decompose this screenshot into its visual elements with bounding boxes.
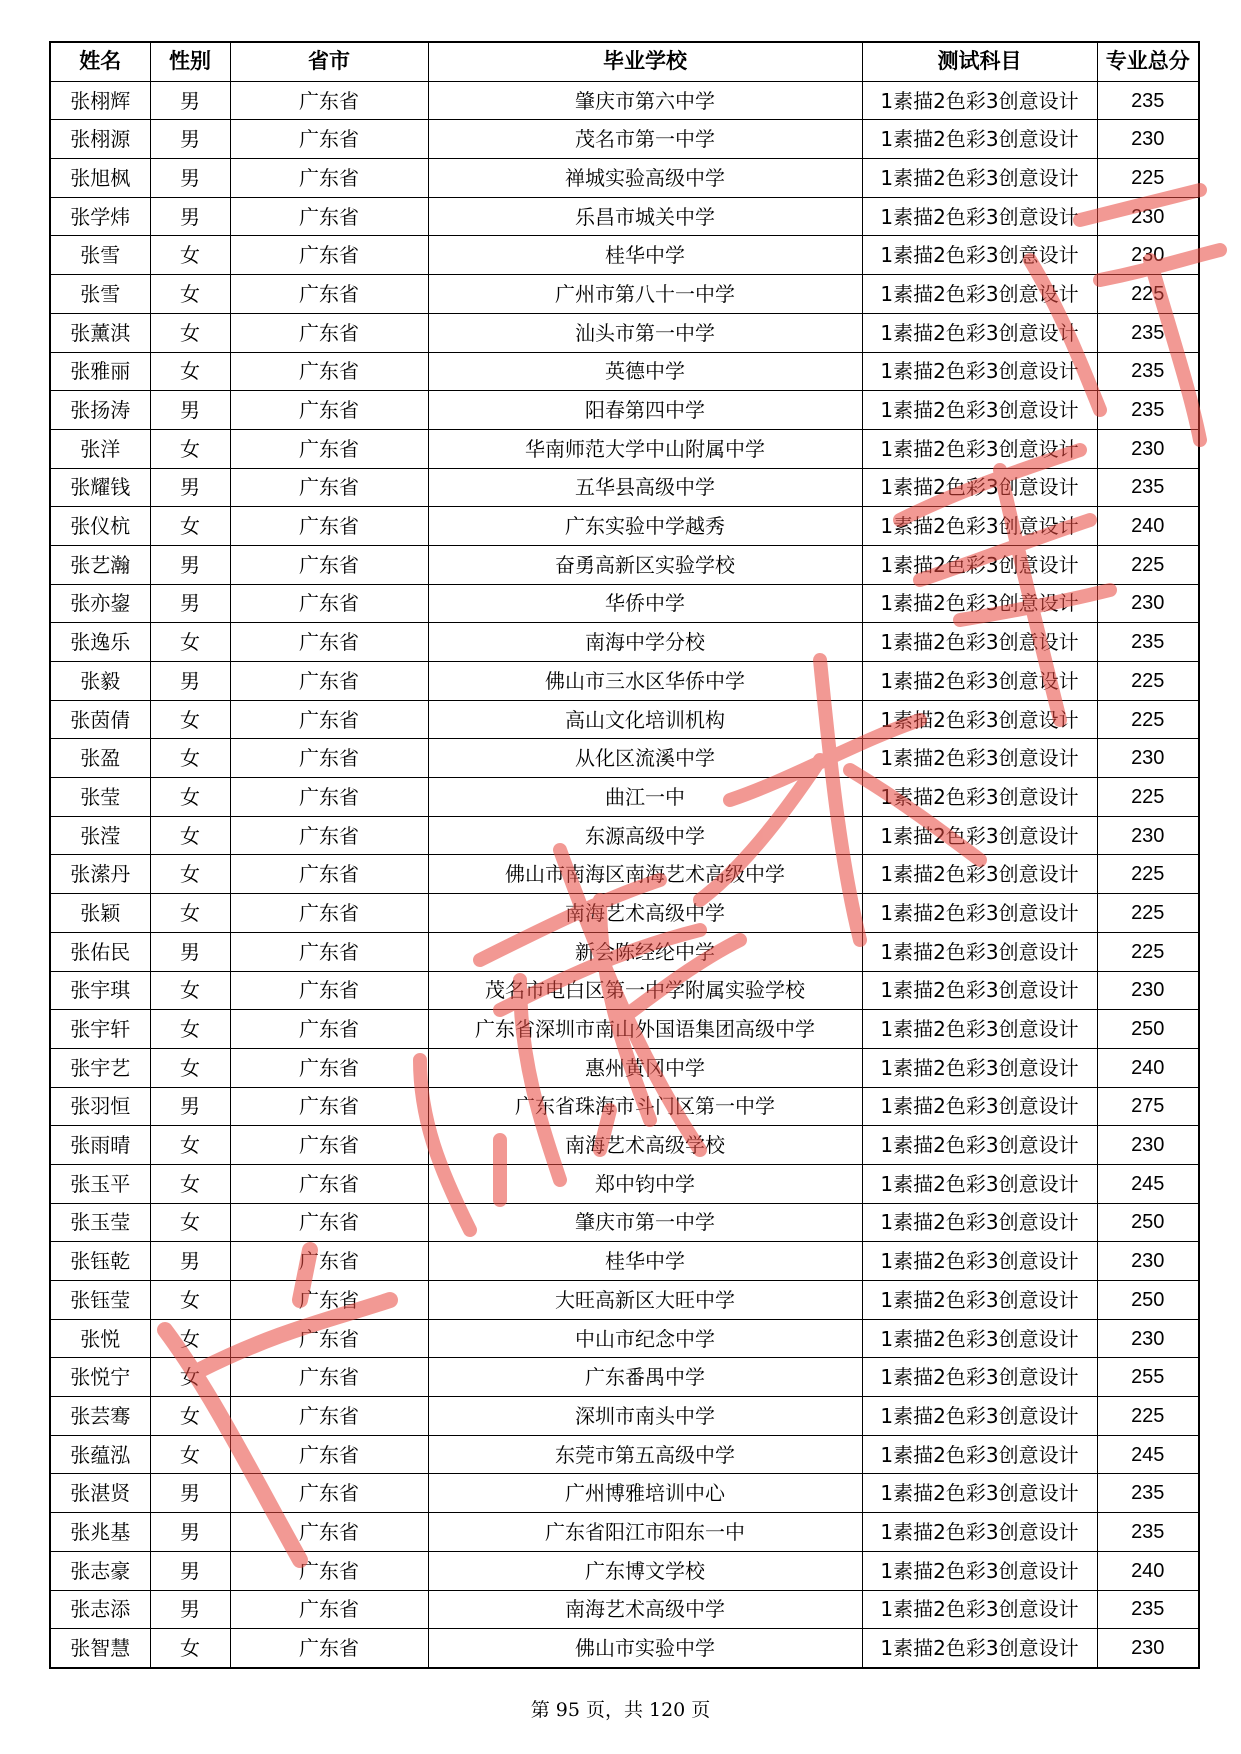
cell-score: 235 (1097, 313, 1199, 352)
cell-subjects: 1素描2色彩3创意设计 (862, 1242, 1097, 1281)
cell-province: 广东省 (230, 236, 428, 275)
cell-province: 广东省 (230, 1358, 428, 1397)
cell-school: 曲江一中 (428, 778, 862, 817)
cell-gender: 女 (150, 1164, 230, 1203)
cell-name: 张雅丽 (50, 352, 150, 391)
cell-score: 230 (1097, 584, 1199, 623)
cell-name: 张雨晴 (50, 1126, 150, 1165)
cell-score: 250 (1097, 1203, 1199, 1242)
cell-gender: 女 (150, 855, 230, 894)
cell-name: 张悦宁 (50, 1358, 150, 1397)
table-row (50, 1590, 1199, 1629)
cell-province: 广东省 (230, 739, 428, 778)
cell-score: 235 (1097, 352, 1199, 391)
cell-subjects: 1素描2色彩3创意设计 (862, 1203, 1097, 1242)
cell-gender: 男 (150, 159, 230, 198)
cell-province: 广东省 (230, 429, 428, 468)
cell-subjects: 1素描2色彩3创意设计 (862, 1164, 1097, 1203)
cell-school: 东莞市第五高级中学 (428, 1435, 862, 1474)
cell-score: 225 (1097, 1397, 1199, 1436)
cell-subjects: 1素描2色彩3创意设计 (862, 1435, 1097, 1474)
cell-subjects: 1素描2色彩3创意设计 (862, 1048, 1097, 1087)
table-row (50, 1435, 1199, 1474)
cell-gender: 女 (150, 700, 230, 739)
cell-school: 中山市纪念中学 (428, 1319, 862, 1358)
cell-province: 广东省 (230, 816, 428, 855)
cell-province: 广东省 (230, 1203, 428, 1242)
cell-score: 230 (1097, 429, 1199, 468)
cell-gender: 女 (150, 1048, 230, 1087)
cell-province: 广东省 (230, 1281, 428, 1320)
cell-subjects: 1素描2色彩3创意设计 (862, 584, 1097, 623)
cell-subjects: 1素描2色彩3创意设计 (862, 81, 1097, 120)
cell-school: 南海艺术高级中学 (428, 1590, 862, 1629)
cell-name: 张颖 (50, 894, 150, 933)
cell-province: 广东省 (230, 313, 428, 352)
cell-province: 广东省 (230, 623, 428, 662)
cell-subjects: 1素描2色彩3创意设计 (862, 275, 1097, 314)
table-row (50, 1513, 1199, 1552)
cell-score: 225 (1097, 778, 1199, 817)
table-row (50, 1242, 1199, 1281)
cell-name: 张宇琪 (50, 971, 150, 1010)
table-row (50, 429, 1199, 468)
cell-province: 广东省 (230, 1551, 428, 1590)
cell-name: 张钰乾 (50, 1242, 150, 1281)
cell-gender: 女 (150, 1397, 230, 1436)
cell-score: 230 (1097, 971, 1199, 1010)
cell-name: 张佑民 (50, 932, 150, 971)
header-name: 姓名 (50, 42, 150, 81)
cell-subjects: 1素描2色彩3创意设计 (862, 855, 1097, 894)
cell-subjects: 1素描2色彩3创意设计 (862, 1590, 1097, 1629)
cell-gender: 女 (150, 1435, 230, 1474)
cell-gender: 女 (150, 313, 230, 352)
cell-province: 广东省 (230, 1164, 428, 1203)
cell-subjects: 1素描2色彩3创意设计 (862, 894, 1097, 933)
cell-school: 新会陈经纶中学 (428, 932, 862, 971)
table-row (50, 313, 1199, 352)
cell-province: 广东省 (230, 894, 428, 933)
cell-name: 张逸乐 (50, 623, 150, 662)
cell-province: 广东省 (230, 1010, 428, 1049)
table-row (50, 1281, 1199, 1320)
cell-school: 英德中学 (428, 352, 862, 391)
cell-province: 广东省 (230, 1126, 428, 1165)
table-row (50, 855, 1199, 894)
cell-province: 广东省 (230, 545, 428, 584)
cell-gender: 女 (150, 894, 230, 933)
cell-name: 张潆丹 (50, 855, 150, 894)
cell-school: 华南师范大学中山附属中学 (428, 429, 862, 468)
admission-results-table (49, 41, 1200, 1669)
cell-subjects: 1素描2色彩3创意设计 (862, 545, 1097, 584)
cell-gender: 女 (150, 429, 230, 468)
cell-gender: 女 (150, 1319, 230, 1358)
cell-subjects: 1素描2色彩3创意设计 (862, 1629, 1097, 1668)
cell-school: 茂名市第一中学 (428, 120, 862, 159)
cell-subjects: 1素描2色彩3创意设计 (862, 1474, 1097, 1513)
cell-name: 张薰淇 (50, 313, 150, 352)
cell-gender: 女 (150, 1203, 230, 1242)
cell-province: 广东省 (230, 584, 428, 623)
table-row (50, 700, 1199, 739)
cell-province: 广东省 (230, 778, 428, 817)
cell-subjects: 1素描2色彩3创意设计 (862, 1126, 1097, 1165)
cell-name: 张宇艺 (50, 1048, 150, 1087)
cell-school: 南海中学分校 (428, 623, 862, 662)
cell-score: 230 (1097, 1319, 1199, 1358)
cell-gender: 男 (150, 197, 230, 236)
cell-score: 225 (1097, 159, 1199, 198)
cell-name: 张仪杭 (50, 507, 150, 546)
table-row (50, 1629, 1199, 1668)
table-row (50, 623, 1199, 662)
cell-subjects: 1素描2色彩3创意设计 (862, 120, 1097, 159)
cell-subjects: 1素描2色彩3创意设计 (862, 313, 1097, 352)
cell-score: 235 (1097, 1474, 1199, 1513)
cell-score: 230 (1097, 739, 1199, 778)
cell-gender: 男 (150, 391, 230, 430)
cell-gender: 男 (150, 1590, 230, 1629)
table-row (50, 739, 1199, 778)
cell-province: 广东省 (230, 1087, 428, 1126)
cell-gender: 女 (150, 778, 230, 817)
cell-subjects: 1素描2色彩3创意设计 (862, 662, 1097, 701)
cell-province: 广东省 (230, 391, 428, 430)
cell-name: 张莹 (50, 778, 150, 817)
cell-name: 张宇轩 (50, 1010, 150, 1049)
header-subjects: 测试科目 (862, 42, 1097, 81)
cell-gender: 女 (150, 352, 230, 391)
cell-subjects: 1素描2色彩3创意设计 (862, 971, 1097, 1010)
cell-school: 五华县高级中学 (428, 468, 862, 507)
cell-gender: 女 (150, 1629, 230, 1668)
table-row (50, 1048, 1199, 1087)
cell-gender: 男 (150, 81, 230, 120)
cell-gender: 男 (150, 584, 230, 623)
cell-score: 240 (1097, 1551, 1199, 1590)
cell-name: 张栩辉 (50, 81, 150, 120)
table-row (50, 1203, 1199, 1242)
table-row (50, 81, 1199, 120)
cell-name: 张钰莹 (50, 1281, 150, 1320)
cell-score: 225 (1097, 894, 1199, 933)
cell-school: 大旺高新区大旺中学 (428, 1281, 862, 1320)
cell-score: 235 (1097, 468, 1199, 507)
cell-subjects: 1素描2色彩3创意设计 (862, 159, 1097, 198)
cell-school: 南海艺术高级学校 (428, 1126, 862, 1165)
cell-gender: 男 (150, 1087, 230, 1126)
cell-gender: 女 (150, 1010, 230, 1049)
cell-province: 广东省 (230, 1435, 428, 1474)
cell-gender: 男 (150, 1474, 230, 1513)
header-total-score: 专业总分 (1097, 42, 1199, 81)
cell-school: 广东博文学校 (428, 1551, 862, 1590)
cell-province: 广东省 (230, 468, 428, 507)
cell-score: 275 (1097, 1087, 1199, 1126)
cell-school: 深圳市南头中学 (428, 1397, 862, 1436)
cell-score: 235 (1097, 623, 1199, 662)
cell-score: 230 (1097, 1629, 1199, 1668)
cell-subjects: 1素描2色彩3创意设计 (862, 1397, 1097, 1436)
cell-name: 张芸骞 (50, 1397, 150, 1436)
cell-subjects: 1素描2色彩3创意设计 (862, 1513, 1097, 1552)
header-province: 省市 (230, 42, 428, 81)
cell-gender: 男 (150, 545, 230, 584)
cell-school: 广州市第八十一中学 (428, 275, 862, 314)
table-row (50, 932, 1199, 971)
cell-name: 张羽恒 (50, 1087, 150, 1126)
cell-name: 张兆基 (50, 1513, 150, 1552)
cell-gender: 男 (150, 662, 230, 701)
header-school: 毕业学校 (428, 42, 862, 81)
cell-school: 佛山市南海区南海艺术高级中学 (428, 855, 862, 894)
cell-name: 张扬涛 (50, 391, 150, 430)
cell-gender: 女 (150, 739, 230, 778)
cell-subjects: 1素描2色彩3创意设计 (862, 700, 1097, 739)
cell-school: 南海艺术高级中学 (428, 894, 862, 933)
table-row (50, 1358, 1199, 1397)
cell-subjects: 1素描2色彩3创意设计 (862, 1010, 1097, 1049)
cell-name: 张玉莹 (50, 1203, 150, 1242)
table-header-row (50, 42, 1199, 81)
cell-school: 高山文化培训机构 (428, 700, 862, 739)
cell-school: 东源高级中学 (428, 816, 862, 855)
cell-score: 235 (1097, 391, 1199, 430)
cell-province: 广东省 (230, 1513, 428, 1552)
cell-province: 广东省 (230, 352, 428, 391)
cell-gender: 女 (150, 623, 230, 662)
cell-score: 245 (1097, 1435, 1199, 1474)
cell-name: 张智慧 (50, 1629, 150, 1668)
cell-subjects: 1素描2色彩3创意设计 (862, 352, 1097, 391)
cell-name: 张悦 (50, 1319, 150, 1358)
cell-name: 张玉平 (50, 1164, 150, 1203)
header-gender: 性别 (150, 42, 230, 81)
cell-school: 肇庆市第一中学 (428, 1203, 862, 1242)
cell-school: 广州博雅培训中心 (428, 1474, 862, 1513)
cell-gender: 男 (150, 1551, 230, 1590)
cell-province: 广东省 (230, 1474, 428, 1513)
cell-subjects: 1素描2色彩3创意设计 (862, 1358, 1097, 1397)
cell-school: 肇庆市第六中学 (428, 81, 862, 120)
table-row (50, 507, 1199, 546)
table-row (50, 468, 1199, 507)
cell-score: 230 (1097, 197, 1199, 236)
cell-school: 广东番禺中学 (428, 1358, 862, 1397)
cell-school: 佛山市三水区华侨中学 (428, 662, 862, 701)
cell-province: 广东省 (230, 855, 428, 894)
cell-province: 广东省 (230, 1319, 428, 1358)
cell-name: 张旭枫 (50, 159, 150, 198)
table-row (50, 778, 1199, 817)
cell-score: 230 (1097, 816, 1199, 855)
cell-name: 张雪 (50, 275, 150, 314)
table-row (50, 545, 1199, 584)
cell-province: 广东省 (230, 81, 428, 120)
cell-score: 230 (1097, 236, 1199, 275)
table-row (50, 1010, 1199, 1049)
cell-name: 张亦鋆 (50, 584, 150, 623)
cell-gender: 男 (150, 1513, 230, 1552)
cell-province: 广东省 (230, 932, 428, 971)
cell-score: 235 (1097, 1513, 1199, 1552)
cell-province: 广东省 (230, 1048, 428, 1087)
cell-subjects: 1素描2色彩3创意设计 (862, 739, 1097, 778)
cell-subjects: 1素描2色彩3创意设计 (862, 778, 1097, 817)
cell-score: 225 (1097, 275, 1199, 314)
table-row (50, 1474, 1199, 1513)
cell-name: 张蕴泓 (50, 1435, 150, 1474)
cell-school: 惠州黄冈中学 (428, 1048, 862, 1087)
cell-school: 禅城实验高级中学 (428, 159, 862, 198)
cell-subjects: 1素描2色彩3创意设计 (862, 816, 1097, 855)
cell-subjects: 1素描2色彩3创意设计 (862, 236, 1097, 275)
cell-province: 广东省 (230, 1397, 428, 1436)
cell-score: 255 (1097, 1358, 1199, 1397)
cell-subjects: 1素描2色彩3创意设计 (862, 507, 1097, 546)
cell-school: 广东省深圳市南山外国语集团高级中学 (428, 1010, 862, 1049)
table-row (50, 197, 1199, 236)
cell-province: 广东省 (230, 159, 428, 198)
cell-name: 张志豪 (50, 1551, 150, 1590)
cell-score: 250 (1097, 1281, 1199, 1320)
cell-score: 245 (1097, 1164, 1199, 1203)
cell-score: 230 (1097, 120, 1199, 159)
cell-school: 汕头市第一中学 (428, 313, 862, 352)
cell-subjects: 1素描2色彩3创意设计 (862, 468, 1097, 507)
cell-name: 张艺瀚 (50, 545, 150, 584)
cell-score: 225 (1097, 855, 1199, 894)
cell-subjects: 1素描2色彩3创意设计 (862, 1551, 1097, 1590)
cell-gender: 女 (150, 236, 230, 275)
cell-subjects: 1素描2色彩3创意设计 (862, 932, 1097, 971)
cell-province: 广东省 (230, 1629, 428, 1668)
table-row (50, 159, 1199, 198)
cell-subjects: 1素描2色彩3创意设计 (862, 1281, 1097, 1320)
cell-score: 240 (1097, 507, 1199, 546)
cell-school: 广东省阳江市阳东一中 (428, 1513, 862, 1552)
cell-gender: 男 (150, 468, 230, 507)
cell-province: 广东省 (230, 275, 428, 314)
cell-score: 235 (1097, 1590, 1199, 1629)
table-row (50, 1087, 1199, 1126)
cell-gender: 男 (150, 120, 230, 159)
cell-subjects: 1素描2色彩3创意设计 (862, 391, 1097, 430)
cell-school: 郑中钧中学 (428, 1164, 862, 1203)
cell-school: 从化区流溪中学 (428, 739, 862, 778)
cell-school: 乐昌市城关中学 (428, 197, 862, 236)
cell-province: 广东省 (230, 120, 428, 159)
table-row (50, 894, 1199, 933)
cell-name: 张盈 (50, 739, 150, 778)
table-row (50, 662, 1199, 701)
cell-name: 张雪 (50, 236, 150, 275)
cell-subjects: 1素描2色彩3创意设计 (862, 429, 1097, 468)
cell-score: 225 (1097, 932, 1199, 971)
cell-score: 225 (1097, 662, 1199, 701)
cell-subjects: 1素描2色彩3创意设计 (862, 1087, 1097, 1126)
cell-gender: 女 (150, 971, 230, 1010)
cell-gender: 女 (150, 1126, 230, 1165)
cell-score: 240 (1097, 1048, 1199, 1087)
table-row (50, 236, 1199, 275)
cell-province: 广东省 (230, 700, 428, 739)
table-row (50, 1126, 1199, 1165)
table-row (50, 1319, 1199, 1358)
cell-school: 广东实验中学越秀 (428, 507, 862, 546)
cell-gender: 女 (150, 816, 230, 855)
cell-province: 广东省 (230, 662, 428, 701)
table-row (50, 584, 1199, 623)
cell-subjects: 1素描2色彩3创意设计 (862, 623, 1097, 662)
cell-score: 235 (1097, 81, 1199, 120)
cell-school: 佛山市实验中学 (428, 1629, 862, 1668)
cell-name: 张耀钱 (50, 468, 150, 507)
table-row (50, 971, 1199, 1010)
cell-name: 张洋 (50, 429, 150, 468)
cell-subjects: 1素描2色彩3创意设计 (862, 197, 1097, 236)
cell-score: 250 (1097, 1010, 1199, 1049)
table-row (50, 120, 1199, 159)
cell-subjects: 1素描2色彩3创意设计 (862, 1319, 1097, 1358)
cell-score: 230 (1097, 1126, 1199, 1165)
cell-school: 奋勇高新区实验学校 (428, 545, 862, 584)
cell-name: 张滢 (50, 816, 150, 855)
table-row (50, 1551, 1199, 1590)
table-row (50, 275, 1199, 314)
table-row (50, 1397, 1199, 1436)
cell-gender: 男 (150, 932, 230, 971)
cell-province: 广东省 (230, 197, 428, 236)
cell-school: 阳春第四中学 (428, 391, 862, 430)
cell-gender: 女 (150, 1358, 230, 1397)
cell-name: 张茵倩 (50, 700, 150, 739)
cell-score: 225 (1097, 545, 1199, 584)
cell-name: 张栩源 (50, 120, 150, 159)
cell-name: 张志添 (50, 1590, 150, 1629)
cell-gender: 男 (150, 1242, 230, 1281)
cell-gender: 女 (150, 507, 230, 546)
cell-name: 张湛贤 (50, 1474, 150, 1513)
page-number-footer: 第 95 页，共 120 页 (530, 1699, 711, 1721)
cell-score: 230 (1097, 1242, 1199, 1281)
cell-name: 张毅 (50, 662, 150, 701)
table-row (50, 816, 1199, 855)
cell-province: 广东省 (230, 971, 428, 1010)
cell-gender: 女 (150, 1281, 230, 1320)
table-row (50, 391, 1199, 430)
cell-score: 225 (1097, 700, 1199, 739)
cell-name: 张学炜 (50, 197, 150, 236)
cell-school: 华侨中学 (428, 584, 862, 623)
cell-school: 桂华中学 (428, 236, 862, 275)
cell-province: 广东省 (230, 507, 428, 546)
cell-school: 茂名市电白区第一中学附属实验学校 (428, 971, 862, 1010)
table-body (50, 81, 1199, 1668)
cell-province: 广东省 (230, 1590, 428, 1629)
cell-school: 桂华中学 (428, 1242, 862, 1281)
table-row (50, 352, 1199, 391)
cell-province: 广东省 (230, 1242, 428, 1281)
table-row (50, 1164, 1199, 1203)
cell-school: 广东省珠海市斗门区第一中学 (428, 1087, 862, 1126)
cell-gender: 女 (150, 275, 230, 314)
